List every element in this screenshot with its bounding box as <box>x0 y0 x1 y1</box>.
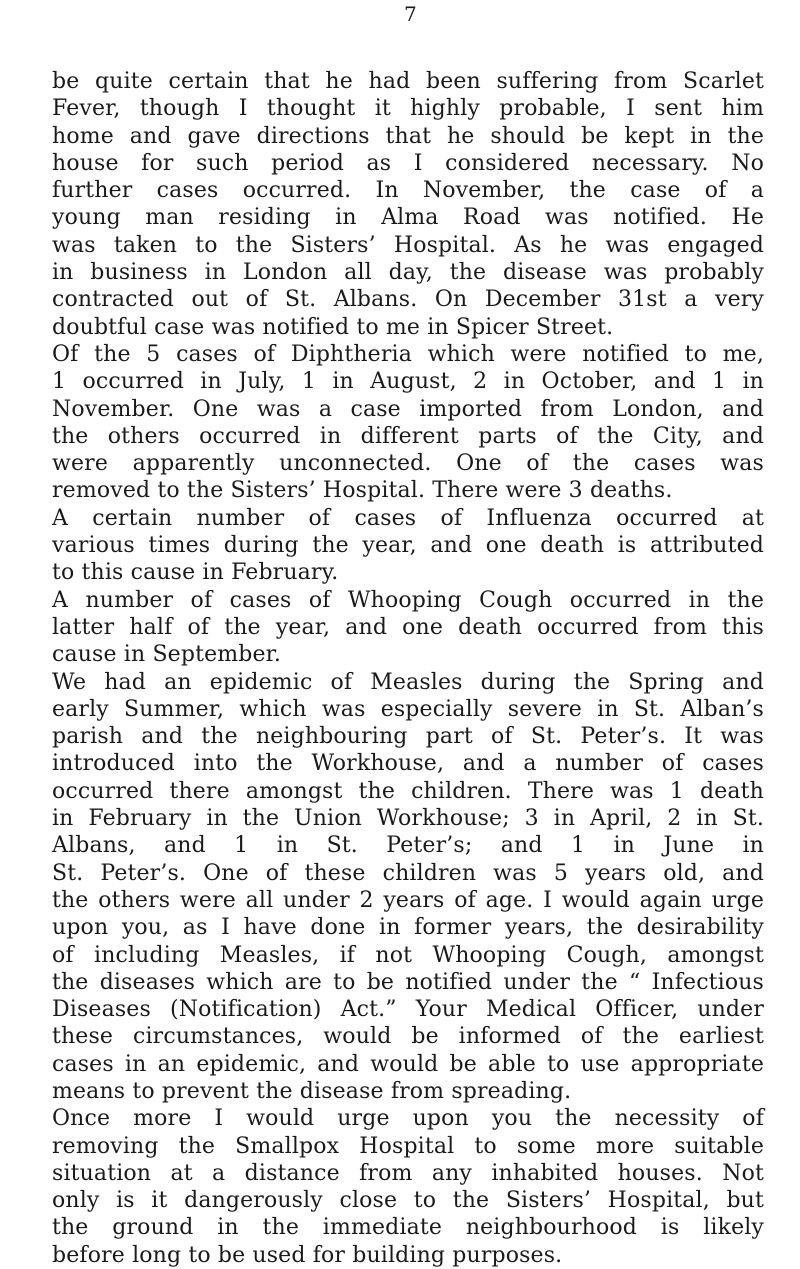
text-line: A certain number of cases of Influenza occurred at <box>52 505 764 531</box>
text-line: upon you, as I have done in former years, the desirability <box>52 915 764 941</box>
text-line: occurred there amongst the children. There was 1 death <box>52 778 764 804</box>
text-line: latter half of the year, and one death occurred from this <box>52 614 764 640</box>
text-line: to this cause in February. <box>52 560 339 586</box>
text-line: early Summer, which was especially severe in St. Alban’s <box>52 696 764 722</box>
text-line: before long to be used for building purposes. <box>52 1242 563 1268</box>
text-line: only is it dangerously close to the Sisters’ Hospital, but <box>52 1188 764 1214</box>
text-line: Diseases (Notification) Act.” Your Medical Officer, under <box>52 997 764 1023</box>
text-line: cases in an epidemic, and would be able to use appropriate <box>52 1051 764 1077</box>
text-line: various times during the year, and one death is attributed <box>52 533 764 559</box>
text-line: 1 occurred in July, 1 in August, 2 in October, and 1 in <box>52 369 764 395</box>
text-line: young man residing in Alma Road was notified. He <box>52 205 764 231</box>
text-line: contracted out of St. Albans. On December 31st a very <box>52 287 764 313</box>
text-line: cause in September. <box>52 642 282 668</box>
text-line: be quite certain that he had been suffering from Scarlet <box>52 69 764 94</box>
body-text <box>52 68 764 1269</box>
text-line: in February in the Union Workhouse; 3 in April, 2 in St. <box>52 806 764 832</box>
text-line: house for such period as I considered necessary. No <box>52 150 764 176</box>
text-line: Once more I would urge upon you the necessity of <box>52 1106 764 1132</box>
text-line: of including Measles, if not Whooping Cough, amongst <box>52 942 764 968</box>
text-line: in business in London all day, the disease was probably <box>52 260 764 286</box>
text-line: parish and the neighbouring part of St. Peter’s. It was <box>52 724 764 750</box>
text-line: A number of cases of Whooping Cough occurred in the <box>52 587 764 613</box>
text-line: introduced into the Workhouse, and a number of cases <box>52 751 764 777</box>
text-line: the diseases which are to be notified under the “ Infectious <box>52 969 764 995</box>
text-line: Fever, though I thought it highly probable, I sent him <box>52 96 764 122</box>
text-line: means to prevent the disease from spreading. <box>52 1078 572 1104</box>
text-line: the others occurred in different parts of the City, and <box>52 423 764 449</box>
text-line: were apparently unconnected. One of the cases was <box>52 451 764 477</box>
text-line: We had an epidemic of Measles during the Spring and <box>52 669 764 695</box>
text-line: further cases occurred. In November, the case of a <box>52 178 764 204</box>
text-line: was taken to the Sisters’ Hospital. As he was engaged <box>52 232 764 258</box>
page-number: 7 <box>404 2 417 26</box>
text-line: removed to the Sisters’ Hospital. There were 3 deaths. <box>52 478 673 504</box>
text-line: situation at a distance from any inhabited houses. Not <box>52 1160 764 1186</box>
text-line: the others were all under 2 years of age. I would again urge <box>52 887 764 913</box>
text-line: St. Peter’s. One of these children was 5 years old, and <box>52 860 764 886</box>
text-line: Of the 5 cases of Diphtheria which were notified to me, <box>52 341 764 367</box>
text-line: these circumstances, would be informed of the earliest <box>52 1024 764 1050</box>
text-line: doubtful case was notified to me in Spicer Street. <box>52 314 614 340</box>
text-line: November. One was a case imported from London, and <box>52 396 764 422</box>
text-line: home and gave directions that he should be kept in the <box>52 123 764 149</box>
text-line: the ground in the immediate neighbourhood is likely <box>52 1215 764 1241</box>
text-line: Albans, and 1 in St. Peter’s; and 1 in June in <box>52 833 764 859</box>
text-line: removing the Smallpox Hospital to some more suitable <box>52 1133 764 1159</box>
